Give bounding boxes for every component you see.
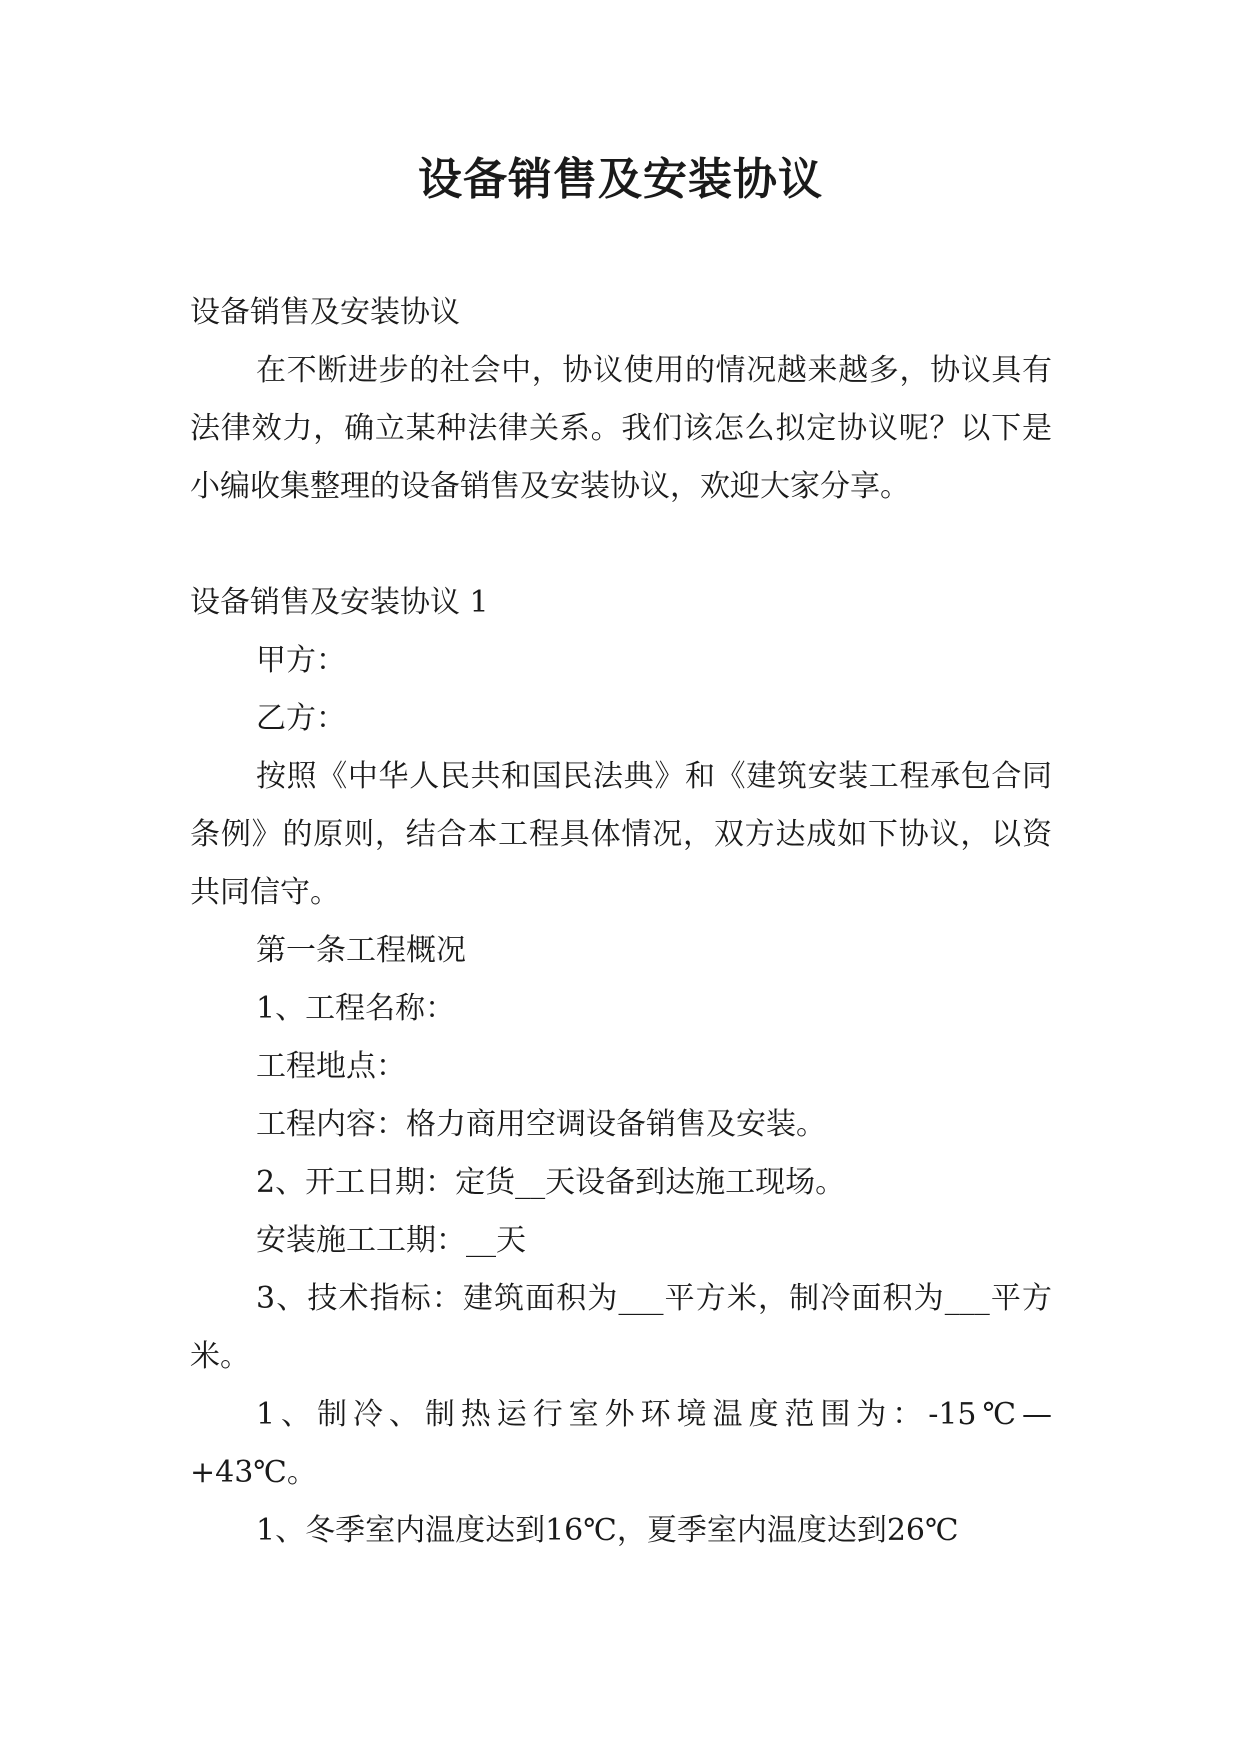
party-a-line: 甲方：	[256, 643, 346, 678]
project-location-item: 工程地点：	[256, 1049, 406, 1084]
install-period-item: 安装施工工期：__天	[256, 1223, 526, 1258]
document-body	[190, 284, 1052, 1560]
temperature-range-item: 1、制冷、制热运行室外环境温度范围为：-15℃—+43℃。	[190, 1397, 1052, 1490]
project-name-item: 1、工程名称：	[256, 991, 456, 1026]
paragraph-gap	[190, 516, 1052, 574]
article-1-title: 第一条工程概况	[256, 933, 466, 968]
technical-spec-item: 3、技术指标：建筑面积为___平方米，制冷面积为___平方米。	[190, 1281, 1052, 1374]
document-heading: 设备销售及安装协议	[190, 295, 460, 330]
project-content-item: 工程内容：格力商用空调设备销售及安装。	[256, 1107, 826, 1142]
indoor-temperature-item: 1、冬季室内温度达到16℃，夏季室内温度达到26℃	[256, 1513, 959, 1548]
basis-paragraph: 按照《中华人民共和国民法典》和《建筑安装工程承包合同条例》的原则，结合本工程具体情况，双方达成如下协议，以资共同信守。	[190, 759, 1052, 910]
intro-paragraph: 在不断进步的社会中，协议使用的情况越来越多，协议具有法律效力，确立某种法律关系。我们该怎么拟定协议呢？以下是小编收集整理的设备销售及安装协议，欢迎大家分享。	[190, 353, 1052, 504]
party-b-line: 乙方：	[256, 701, 346, 736]
section-title: 设备销售及安装协议 1	[190, 585, 489, 620]
start-date-item: 2、开工日期：定货__天设备到达施工现场。	[256, 1165, 846, 1200]
document-title: 设备销售及安装协议	[418, 154, 823, 205]
